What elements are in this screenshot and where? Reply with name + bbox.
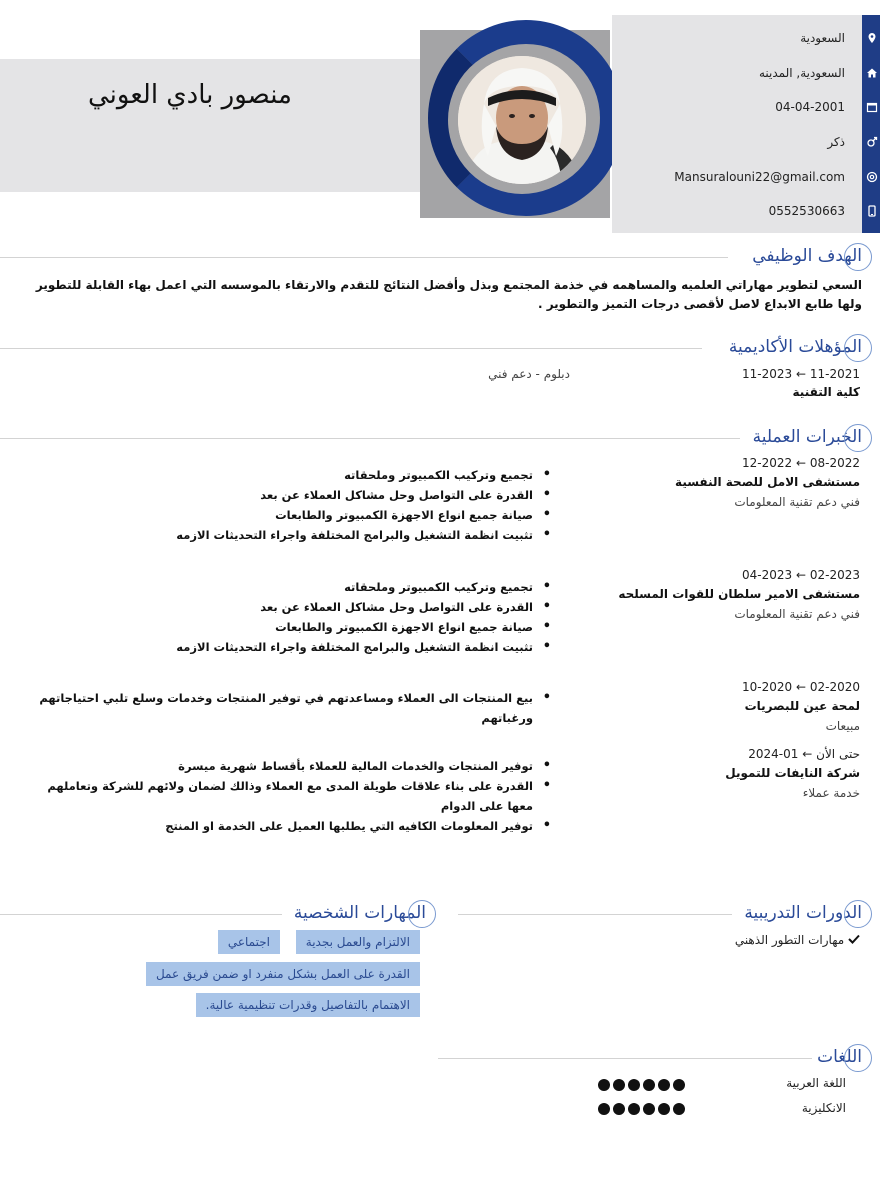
date-end: 12-2022 [742,456,793,470]
arrow-icon: ← [795,367,807,381]
training-item [735,933,860,947]
section-title-languages: اللغات [817,1047,862,1067]
contact-email[interactable]: Mansuralouni22@gmail.com [674,170,845,184]
contact-address: السعودية, المدينه [758,66,845,80]
section-marker [844,334,872,362]
job-organization: مستشفى الامير سلطان للقوات المسلحه [618,587,860,601]
phone-icon [866,205,878,217]
level-dot [613,1103,625,1115]
date-end: 11-2023 [742,367,793,381]
list-item: • توفير المنتجات والخدمات المالية للعملاء بأقساط شهرية ميسرة [35,756,555,776]
language-level [595,1076,685,1095]
section-marker [844,1044,872,1072]
level-dot [658,1103,670,1115]
level-dot [628,1103,640,1115]
arrow-icon: ← [802,747,813,761]
objective-text: السعي لتطوير مهاراتي العلميه والمساهمه في خذمة المجتمع وبذل وأفضل النتائج للتقدم والارتقاء بالموسسه التي اعمل بهاء القابلة للتطوير ولها طابع الابداع لاصل لأقصى درجات التميز والتطوير . [35,278,862,311]
check-icon [844,933,860,947]
list-item: • القدرة على بناء علاقات طويلة المدى مع العملاء وذالك لضمان ولائهم للشركة وتعاملهم معها على الدوام [35,776,555,816]
contact-birthdate: 04-04-2001 [775,100,845,114]
contact-icon-strip [862,15,880,233]
arrow-icon: ← [795,456,807,470]
list-item: • صيانة جميع انواع الاجهزة الكمبيوتر والطابعات [35,617,555,637]
header-band [0,59,440,192]
date-start: 02-2023 [809,568,860,582]
job-organization: مستشفى الامل للصحة النفسية [675,475,860,489]
language-name: الانكليزية [801,1101,846,1115]
skill-tag: الالتزام والعمل بجدية [296,930,420,954]
job-role: خدمة عملاء [802,786,860,800]
gender-icon [866,136,878,148]
level-dot [643,1103,655,1115]
section-title-training: الدورات التدريبية [744,903,862,923]
email-icon [866,171,878,183]
skill-tag: الاهتمام بالتفاصيل وقدرات تنظيمية عالية. [196,993,420,1017]
language-level [595,1100,685,1119]
date-start: 11-2021 [809,367,860,381]
section-divider [0,438,740,439]
date-start: 08-2022 [809,456,860,470]
training-name: مهارات التطور الذهني [734,933,845,947]
list-item: • القدرة على التواصل وحل مشاكل العملاء عن بعد [35,485,555,505]
skill-tag: اجتماعي [218,930,280,954]
arrow-icon: ← [795,568,807,582]
contact-phone[interactable]: 0552530663 [768,204,845,218]
contact-country: السعودية [800,31,845,45]
level-dot [613,1079,625,1091]
date-end: 04-2023 [742,568,793,582]
section-divider [0,257,728,258]
list-item: • تجميع وتركيب الكمبيوتر وملحقاته [35,465,555,485]
list-item: • بيع المنتجات الى العملاء ومساعدتهم في توفير المنتجات وخدمات وسلع تلبي احتياجاتهم ورغباتهم [35,688,555,728]
contact-gender: ذكر [827,135,845,149]
level-dot [628,1079,640,1091]
education-degree: دبلوم - دعم فني [488,367,570,381]
level-dot [598,1103,610,1115]
section-title-education: المؤهلات الأكاديمية [728,337,862,357]
location-pin-icon [866,32,878,44]
section-marker [408,900,436,928]
level-dot [658,1079,670,1091]
skill-tag: القدرة على العمل بشكل منفرد او ضمن فريق عمل [146,962,420,986]
education-date-range [742,367,860,381]
date-end: حتى الأن [816,747,860,761]
section-marker [844,243,872,271]
home-icon [866,67,878,79]
job-duties [35,577,555,657]
level-dot [673,1079,685,1091]
list-item: • القدرة على التواصل وحل مشاكل العملاء عن بعد [35,597,555,617]
list-item: • صيانة جميع انواع الاجهزة الكمبيوتر والطابعات [35,505,555,525]
calendar-icon [866,101,878,113]
job-date-range [748,747,860,761]
section-divider [438,1058,812,1059]
job-role: فني دعم تقنية المعلومات [734,495,860,509]
date-start: 01-2024 [748,747,799,761]
level-dot [643,1079,655,1091]
job-duties [35,465,555,545]
language-name: اللغة العربية [786,1076,846,1090]
job-organization: شركة النايفات للتمويل [725,766,860,780]
list-item: • توفير المعلومات الكافيه التي يطلبها العميل على الخدمة او المنتج [35,816,555,836]
education-institution: كلية التقنية [792,385,860,399]
date-end: 10-2020 [742,680,793,694]
arrow-icon: ← [795,680,807,694]
job-date-range [742,456,860,470]
full-name: منصور بادي العوني [88,80,292,110]
section-divider [0,914,282,915]
list-item: • تثبيت انظمة التشغيل والبرامج المختلفة واجراء التحديثات الازمه [35,525,555,545]
section-marker [844,900,872,928]
level-dot [598,1079,610,1091]
list-item: • تجميع وتركيب الكمبيوتر وملحقاته [35,577,555,597]
job-duties [35,756,555,836]
section-divider [0,348,702,349]
section-title-experience: الخبرات العملية [752,427,862,447]
job-date-range [742,680,860,694]
job-duties [35,688,555,728]
contact-panel [612,15,862,233]
section-marker [844,424,872,452]
level-dot [673,1103,685,1115]
job-date-range [742,568,860,582]
profile-photo [458,56,586,184]
section-divider [458,914,732,915]
date-start: 02-2020 [809,680,860,694]
job-role: مبيعات [825,719,860,733]
job-organization: لمحة عين للبصريات [744,699,860,713]
list-item: • تثبيت انظمة التشغيل والبرامج المختلفة واجراء التحديثات الازمه [35,637,555,657]
job-role: فني دعم تقنية المعلومات [734,607,860,621]
section-title-objective: الهدف الوظيفي [752,246,862,266]
section-title-skills: المهارات الشخصية [293,903,426,923]
